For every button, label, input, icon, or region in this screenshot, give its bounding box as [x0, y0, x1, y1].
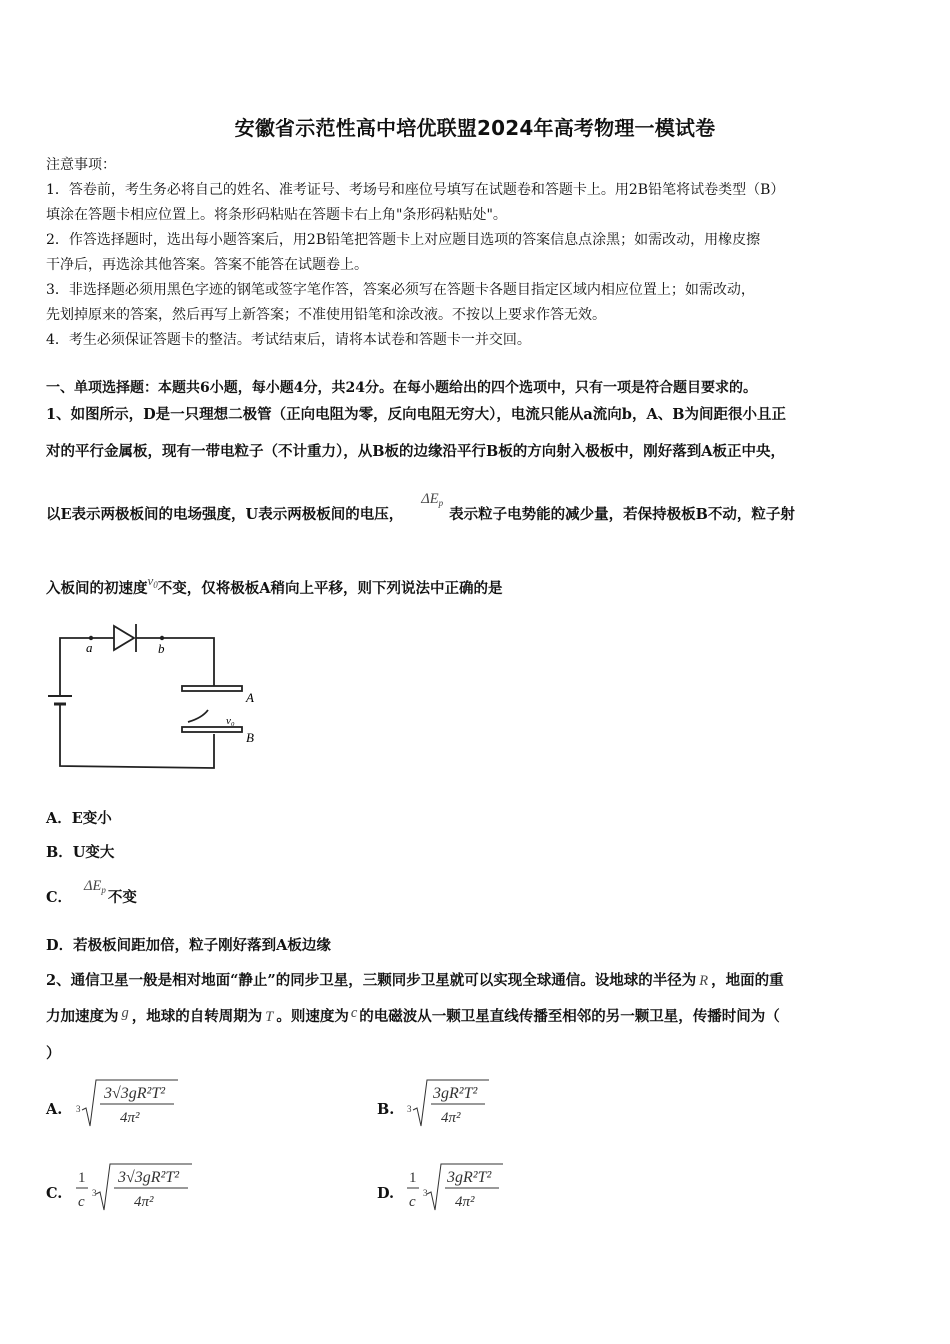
label-b: b: [158, 641, 165, 656]
svg-text:3gR²T²: 3gR²T²: [447, 1169, 492, 1186]
svg-text:3√3gR²T²: 3√3gR²T²: [118, 1169, 180, 1186]
notice-line: 2．作答选择题时，选出每小题答案后，用2B铅笔把答题卡上对应题目选项的答案信息点涂黑；如需改动，用橡皮擦: [46, 232, 761, 248]
svg-text:3: 3: [92, 1188, 97, 1198]
formula-b: [405, 1074, 495, 1134]
notice-line: 1．答卷前，考生务必将自己的姓名、准考证号、考场号和座位号填写在试题卷和答题卡上。用2B铅笔将试卷类型（B）: [46, 182, 785, 198]
q2-line: 力加速度为 g ，地球的自转周期为 T 。则速度为 c 的电磁波从一颗卫星直线传播至相邻的另一颗卫星，传播时间为（: [46, 1005, 780, 1025]
svg-text:c: c: [78, 1194, 85, 1210]
svg-text:3gR²T²: 3gR²T²: [433, 1085, 478, 1102]
notice-line: 3．非选择题必须用黑色字迹的钢笔或签字笔作答，答案必须写在答题卡各题目指定区域内相应位置上；如需改动，: [46, 282, 755, 298]
notice-line: 4．考生必须保证答题卡的整洁。考试结束后，请将本试卷和答题卡一并交回。: [46, 332, 531, 348]
svg-text:4π²: 4π²: [120, 1110, 140, 1126]
option-d: D.: [377, 1185, 395, 1202]
svg-text:1: 1: [78, 1170, 86, 1186]
circuit-diagram: [42, 618, 282, 778]
formula-d: [405, 1158, 515, 1218]
q2-line: ）: [46, 1045, 61, 1062]
q2-line: 2、通信卫星一般是相对地面“静止”的同步卫星，三颗同步卫星就可以实现全球通信。设地球的半径为 R ，地面的重: [46, 972, 784, 989]
delta-ep-symbol: $\Delta E_p$: [84, 878, 106, 895]
svg-text:c: c: [409, 1194, 416, 1210]
q1-line: 入板间的初速度$v_0$不变，仅将极板A稍向上平移，则下列说法中正确的是: [46, 573, 503, 597]
svg-text:4π²: 4π²: [455, 1194, 475, 1210]
option-a: A．E变小: [46, 810, 112, 827]
notice-line: 填涂在答题卡相应位置上。将条形码粘贴在答题卡右上角"条形码粘贴处"。: [46, 207, 507, 223]
formula-c: [74, 1158, 204, 1218]
svg-text:4π²: 4π²: [134, 1194, 154, 1210]
q1-line: 1、如图所示，D是一只理想二极管（正向电阻为零，反向电阻无穷大），电流只能从a流向b，A、B为间距很小且正: [46, 406, 786, 423]
option-b: B.: [377, 1101, 395, 1118]
option-a: A.: [46, 1101, 63, 1118]
option-b: B．U变大: [46, 844, 115, 861]
svg-text:1: 1: [409, 1170, 417, 1186]
option-c: C．$\Delta E_p$ 不变: [46, 878, 137, 906]
notice-line: 干净后，再选涂其他答案。答案不能答在试题卷上。: [46, 257, 368, 273]
option-c: C.: [46, 1185, 63, 1202]
q1-line: 以E表示两极板间的电场强度，U表示两极板间的电压，$\Delta E_p$表示粒子电势能的减少量，若保持极板B不动，粒子射: [46, 491, 795, 523]
svg-text:3: 3: [76, 1104, 81, 1114]
v0-label: v₀: [226, 715, 235, 727]
page-title: 安徽省示范性高中培优联盟2024年高考物理一模试卷: [234, 116, 716, 140]
plate-a-label: A: [246, 690, 254, 705]
option-d: D．若极板间距加倍，粒子刚好落到A板边缘: [46, 937, 331, 954]
q1-line: 对的平行金属板，现有一带电粒子（不计重力），从B板的边缘沿平行B板的方向射入极板中，刚好落到A板正中央，: [46, 443, 786, 460]
section-heading: 一、单项选择题：本题共6小题，每小题4分，共24分。在每小题给出的四个选项中，只有一项是符合题目要求的。: [46, 380, 757, 396]
svg-text:3: 3: [407, 1104, 412, 1114]
plate-b-label: B: [246, 730, 254, 745]
notice-line: 先划掉原来的答案，然后再写上新答案；不准使用铅笔和涂改液。不按以上要求作答无效。: [46, 307, 606, 323]
formula-a: [74, 1074, 184, 1134]
svg-text:3√3gR²T²: 3√3gR²T²: [104, 1085, 166, 1102]
delta-ep-symbol: $\Delta E_p$: [421, 491, 444, 508]
v0-symbol: $v_0$: [147, 573, 158, 590]
svg-text:4π²: 4π²: [441, 1110, 461, 1126]
label-a: a: [86, 640, 93, 655]
notice-heading: 注意事项：: [46, 157, 116, 173]
svg-text:3: 3: [423, 1188, 428, 1198]
